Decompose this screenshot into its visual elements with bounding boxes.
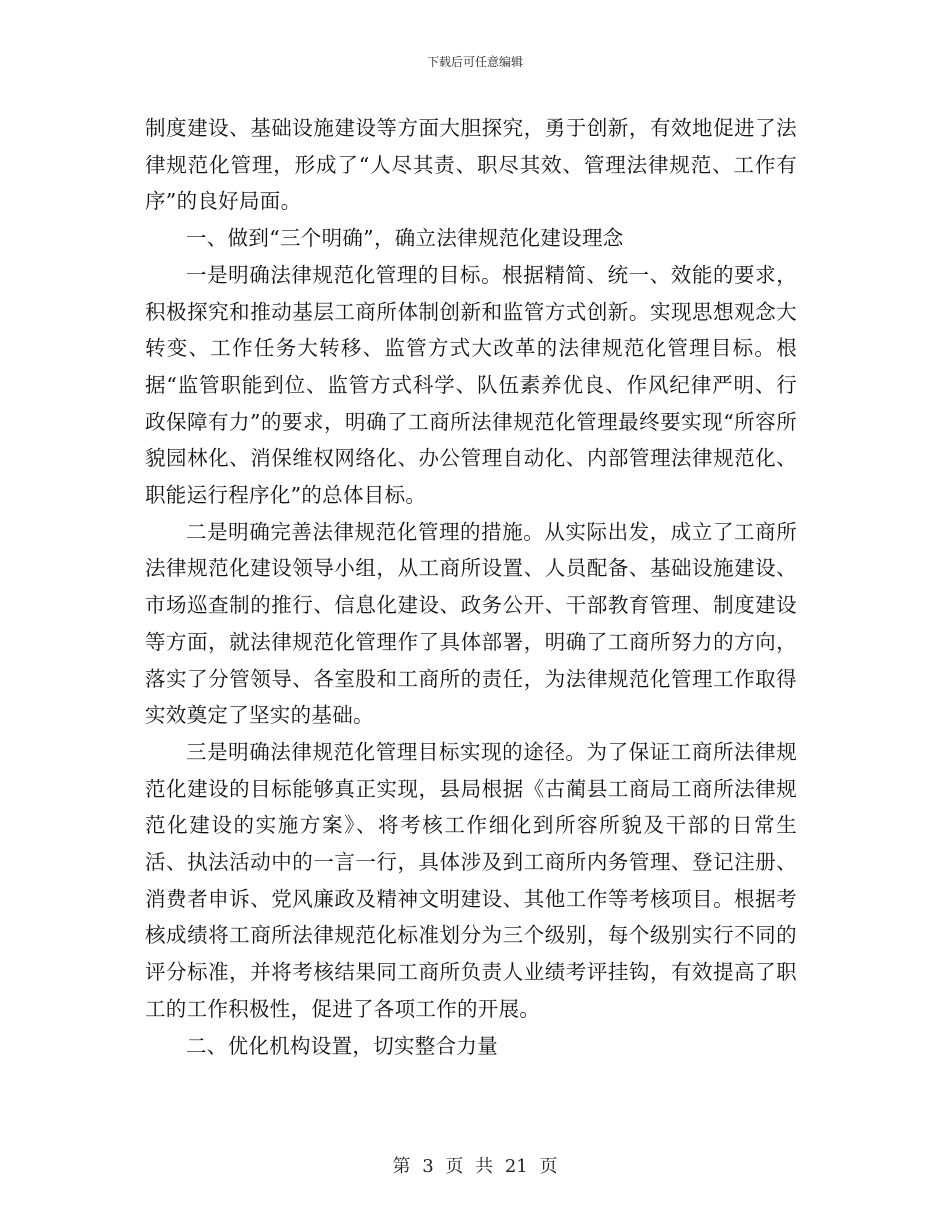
section-heading-one: 一、做到“三个明确”，确立法律规范化建设理念 [186,226,624,251]
paragraph-goal: 一是明确法律规范化管理的目标。根据精简、统一、效能的要求，积极探究和推动基层工商所体制创新和监管方式创新。实现思想观念大转变、工作任务大转移、监管方式大改革的法律规范化管理目标。根据“监管职能到位、监管方式科学、队伍素养优良、作风纪律严明、行政保障有力”的要求，明确了工商所法律规范化管理最终要实现“所容所貌园林化、消保维权网络化、办公管理自动化、内部管理法律规范化、职能运行程序化”的总体目标。 [145,262,797,508]
paragraph-measures: 二是明确完善法律规范化管理的措施。从实际出发，成立了工商所法律规范化建设领导小组，从工商所设置、人员配备、基础设施建设、市场巡查制的推行、信息化建设、政务公开、干部教育管理、制度建设等方面，就法律规范化管理作了具体部署，明确了工商所努力的方向，落实了分管领导、各室股和工商所的责任，为法律规范化管理工作取得实效奠定了坚实的基础。 [145,519,797,728]
document-body [145,110,797,1064]
page-header: 下载后可任意编辑 [426,55,523,69]
paragraph-continuation: 制度建设、基础设施建设等方面大胆探究，勇于创新，有效地促进了法律规范化管理，形成了“人尽其责、职尽其效、管理法律规范、工作有序”的良好局面。 [145,116,797,214]
page-number-footer: 第 3 页 共 21 页 [392,1156,558,1177]
paragraph-approach: 三是明确法律规范化管理目标实现的途径。为了保证工商所法律规范化建设的目标能够真正实现，县局根据《古蔺县工商局工商所法律规范化建设的实施方案》、将考核工作细化到所容所貌及干部的日常生活、执法活动中的一言一行，具体涉及到工商所内务管理、登记注册、消费者申诉、党风廉政及精神文明建设、其他工作等考核项目。根据考核成绩将工商所法律规范化标准划分为三个级别，每个级别实行不同的评分标准，并将考核结果同工商所负责人业绩考评挂钩，有效提高了职工的工作积极性，促进了各项工作的开展。 [145,739,797,1021]
section-heading-two: 二、优化机构设置，切实整合力量 [186,1033,498,1058]
